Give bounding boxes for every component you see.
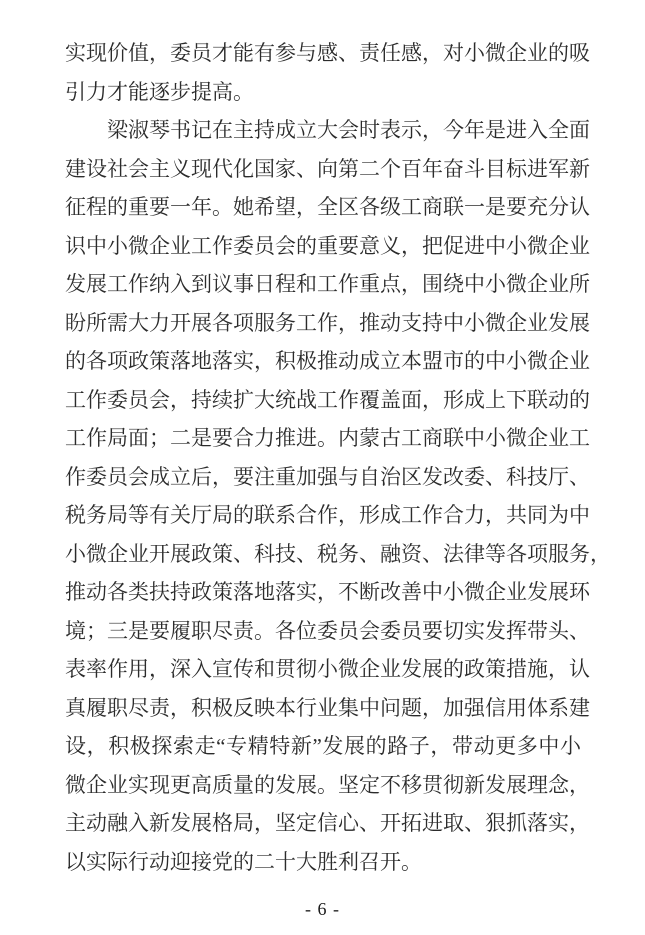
text-line: 设，积极探索走“专精特新”发展的路子，带动更多中小 [65,734,581,758]
text-line: 工作委员会，持续扩大统战工作覆盖面，形成上下联动的 [65,387,590,412]
text-line: 境；三是要履职尽责。各位委员会委员要切实发挥带头、 [65,618,590,643]
text-line: 表率作用，深入宣传和贯彻小微企业发展的政策措施，认 [65,657,590,681]
text-line: 的各项政策落地落实，积极推动成立本盟市的中小微企业 [65,349,590,373]
text-line: 工作局面；二是要合力推进。内蒙古工商联中小微企业工 [65,426,590,450]
text-line: 主动融入新发展格局，坚定信心、开拓进取、狠抓落实， [65,811,590,835]
text-line: 盼所需大力开展各项服务工作，推动支持中小微企业发展 [65,310,590,335]
document-body [65,34,611,881]
text-line: 引力才能逐步提高。 [65,79,254,104]
text-line: 微企业实现更高质量的发展。坚定不移贯彻新发展理念， [65,772,590,797]
text-line: 推动各类扶持政策落地落实，不断改善中小微企业发展环 [65,580,590,604]
text-line: 实现价值，委员才能有参与感、责任感，对小微企业的吸 [65,41,590,65]
text-line: 小微企业开展政策、科技、税务、融资、法律等各项服务， [65,541,611,566]
text-line: 作委员会成立后，要注重加强与自治区发改委、科技厅、 [65,464,590,489]
text-line: 梁淑琴书记在主持成立大会时表示，今年是进入全面 [107,118,590,142]
text-line: 识中小微企业工作委员会的重要意义，把促进中小微企业 [65,233,590,258]
text-line: 税务局等有关厅局的联系合作，形成工作合力，共同为中 [65,503,590,527]
page-number: - 6 - [305,899,340,919]
text-line: 以实际行动迎接党的二十大胜利召开。 [65,849,422,874]
text-line: 征程的重要一年。她希望，全区各级工商联一是要充分认 [65,195,590,219]
text-line: 真履职尽责，积极反映本行业集中问题，加强信用体系建 [65,695,590,720]
text-line: 建设社会主义现代化国家、向第二个百年奋斗目标进军新 [65,156,590,181]
text-line: 发展工作纳入到议事日程和工作重点，围绕中小微企业所 [65,272,590,296]
